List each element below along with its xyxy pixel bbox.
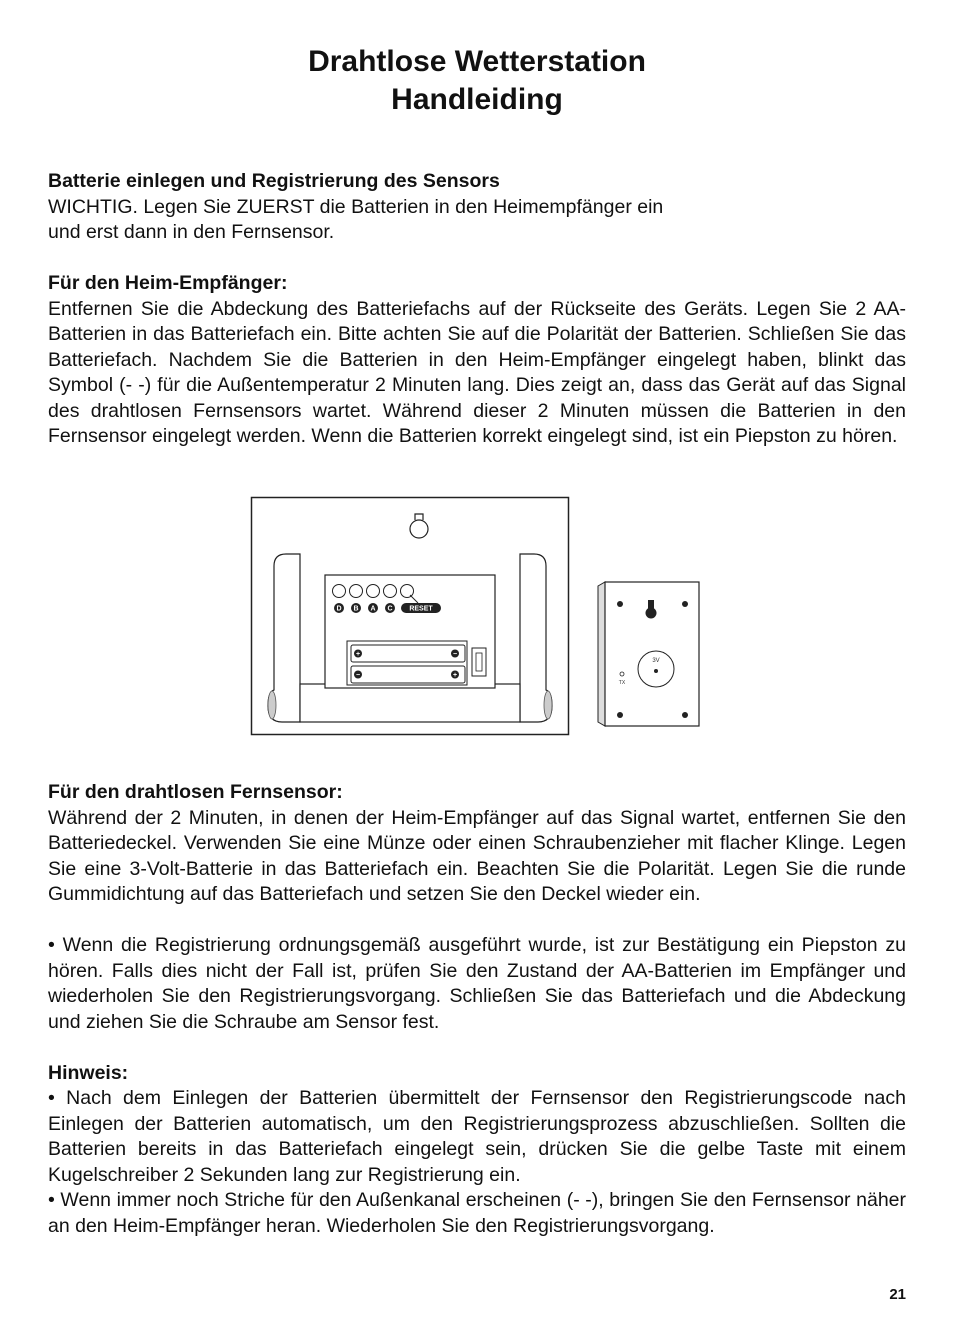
title-line-2: Handleiding xyxy=(391,83,563,116)
button-hole-b xyxy=(350,585,363,598)
minus-label: − xyxy=(452,651,458,658)
paragraph: Während der 2 Minuten, in denen der Heim-Empfänger auf das Signal wartet, entfernen Sie den Batteriedeckel. Verwenden Sie eine Münze oder einen Schraubenzieher mit flacher Klinge. Legen Sie eine 3-Volt-Batterie in das Batteriefach ein. Beachten Sie die Polarität. Legen Sie die runde Gummidichtung auf das Batteriefach und setzen Sie den Deckel wieder ein. xyxy=(48,806,906,905)
paragraph: Entfernen Sie die Abdeckung des Batteriefachs auf der Rückseite des Geräts. Legen Sie 2 AA-Batterien in das Batteriefach ein. Bitte achten Sie auf die Polarität der Batterien. Schließen Sie das Batteriefach. Nachdem Sie die Batterien in den Heim-Empfänger eingelegt haben, blinkt das Symbol (- -) für die Außentemperatur 2 Minuten lang. Dies zeigt an, dass das Gerät auf das Signal des drahtlosen Fernsensors wartet. Während dieser 2 Minuten müssen die Batterien in den Fernsensor eingelegt werden. Wenn die Batterien korrekt eingelegt sind, ist ein Piepston zu hören. xyxy=(48,297,906,447)
aa-battery-2 xyxy=(351,666,465,683)
sensor-side xyxy=(598,582,605,726)
battery-installation-figure xyxy=(250,496,710,738)
section-heading: Hinweis: xyxy=(48,1061,129,1084)
battery-cover-tab xyxy=(472,648,486,676)
page-title xyxy=(0,43,954,119)
button-hole-c xyxy=(384,585,397,598)
sensor-battery-label: 3V xyxy=(652,658,660,664)
stand-bottom-bar xyxy=(300,684,520,722)
bullet-item: • Wenn die Registrierung ordnungsgemäß ausgeführt wurde, ist zur Bestätigung ein Piepston zu hören. Falls dies nicht der Fall ist, prüfen Sie den Zustand der AA-Batterien im Empfänger und wiederholen Sie den Registrierungsvorgang. Schließen Sie das Batteriefach und die Abdeckung und ziehen Sie die Schraube am Sensor fest. xyxy=(48,934,906,1033)
section-remote-sensor xyxy=(48,780,906,1239)
button-hole-a xyxy=(367,585,380,598)
button-label-c: C xyxy=(387,605,393,613)
button-label-b: B xyxy=(353,605,359,613)
bullet-item: • Nach dem Einlegen der Batterien übermittelt der Fernsensor den Registrierungscode nach Einlegen der Batterien automatisch, um den Registrierungsprozess abzuschließen. Sollten die Batterien bereits in das Batteriefach eingelegt sein, drücken Sie die gelbe Taste mit einem Kugelschreiber 2 Sekunden lang zur Registrierung ein. xyxy=(48,1087,906,1186)
bullet-item: • Wenn immer noch Striche für den Außenkanal erscheinen (- -), bringen Sie den Fernsensor näher an den Heim-Empfänger heran. Wiederholen Sie den Registrierungsvorgang. xyxy=(48,1189,906,1237)
aa-battery-1 xyxy=(351,645,465,662)
section-heading: Für den drahtlosen Fernsensor: xyxy=(48,781,343,803)
button-hole-d xyxy=(333,585,346,598)
button-label-d: D xyxy=(336,605,342,613)
section-heading: Für den Heim-Empfänger: xyxy=(48,272,288,294)
section-battery-registration xyxy=(48,169,906,450)
tx-label: TX xyxy=(618,680,626,686)
minus-label: − xyxy=(355,672,361,679)
page-number: 21 xyxy=(889,1286,906,1303)
paragraph-line: und erst dann in den Fernsensor. xyxy=(48,221,335,243)
paragraph-line: WICHTIG. Legen Sie ZUERST die Batterien in den Heimempfänger ein xyxy=(48,195,664,218)
plus-label: + xyxy=(452,672,458,679)
button-label-a: A xyxy=(370,605,376,613)
section-heading: Batterie einlegen und Registrierung des Sensors xyxy=(48,170,500,192)
reset-label: RESET xyxy=(409,605,433,613)
button-hole-reset xyxy=(401,585,414,598)
title-line-1: Drahtlose Wetterstation xyxy=(308,45,646,78)
plus-label: + xyxy=(355,651,361,658)
